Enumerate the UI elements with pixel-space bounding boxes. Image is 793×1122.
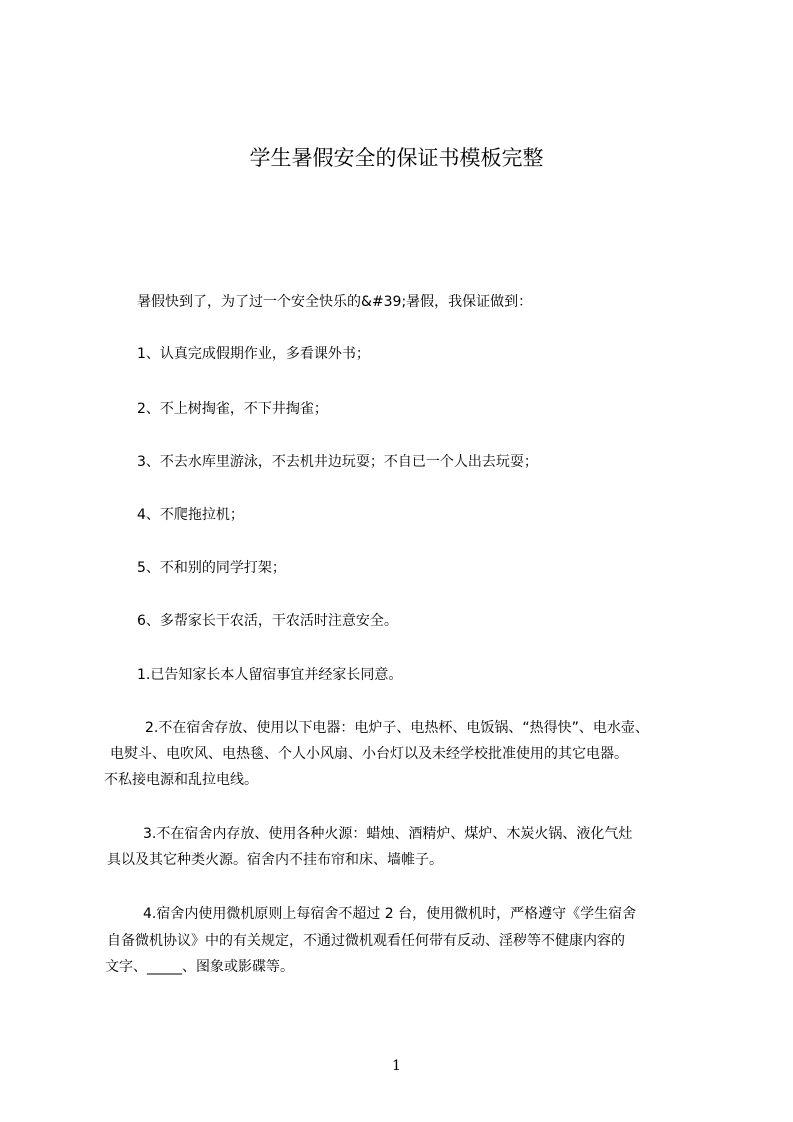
pledge-item-4: 4、不爬拖拉机；: [137, 507, 244, 523]
rule-2-line-3: 不私接电源和乱拉电线。: [104, 772, 258, 788]
rule-2-line-1: 2.不在宿舍存放、使用以下电器：电炉子、电热杯、电饭锅、“热得快”、电水壶、: [145, 720, 649, 736]
rule-1-line-1: 1.已告知家长本人留宿事宜并经家长同意。: [137, 667, 403, 683]
pledge-item-5: 5、不和别的同学打架；: [137, 560, 286, 576]
document-title: 学生暑假安全的保证书模板完整: [249, 146, 544, 170]
pledge-item-6: 6、多帮家长干农活，干农活时注意安全。: [137, 613, 398, 629]
rule-3-line-2: 具以及其它种类火源。宿舍内不挂布帘和床、墙帷子。: [107, 852, 443, 868]
rule-4-line-3: 文字、_____、图象或影碟等。: [105, 959, 294, 975]
intro-paragraph: 暑假快到了，为了过一个安全快乐的&#39;暑假，我保证做到：: [137, 294, 533, 310]
rule-4-line-1: 4.宿舍内使用微机原则上每宿舍不超过 2 台，使用微机时，严格遵守《学生宿舍: [143, 906, 637, 922]
rule-4-line-2: 自备微机协议》中的有关规定，不通过微机观看任何带有反动、淫秽等不健康内容的: [107, 933, 625, 949]
pledge-item-3: 3、不去水库里游泳，不去机井边玩耍；不自已一个人出去玩耍；: [137, 454, 538, 470]
rule-3-line-1: 3.不在宿舍内存放、使用各种火源：蜡烛、酒精炉、煤炉、木炭火锅、液化气灶: [143, 826, 633, 842]
pledge-item-2: 2、不上树掏雀，不下井掏雀；: [137, 401, 328, 417]
pledge-item-1: 1、认真完成假期作业，多看课外书；: [137, 346, 370, 362]
rule-2-line-2: 电熨斗、电吹风、电热毯、个人小风扇、小台灯以及未经学校批准使用的其它电器。: [110, 746, 628, 762]
page-number: 1: [392, 1058, 401, 1074]
